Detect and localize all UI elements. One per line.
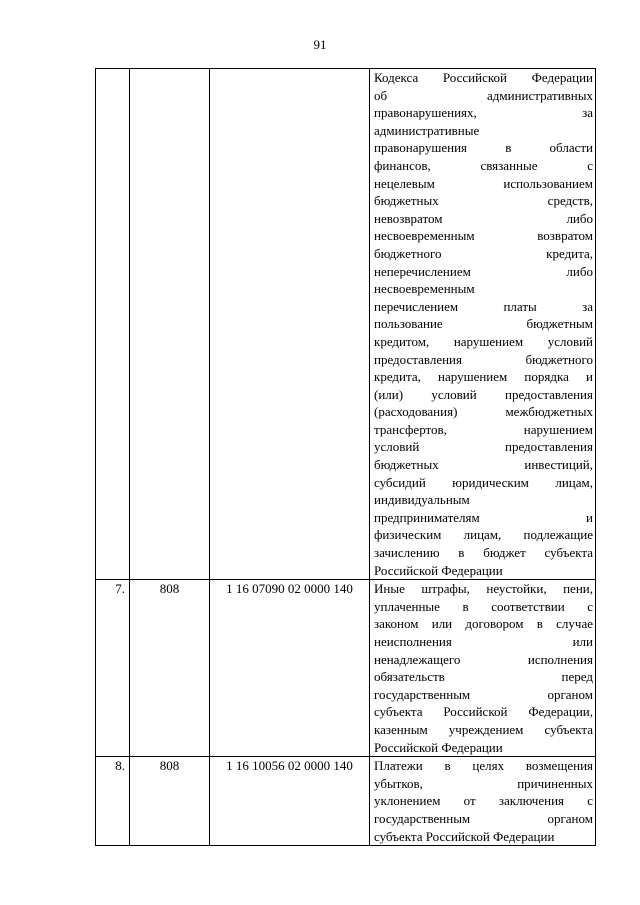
description-line: перечислением платы за — [374, 298, 593, 314]
table-row — [96, 757, 596, 846]
income-description-cell — [370, 757, 596, 846]
table-row — [96, 580, 596, 757]
budget-classification-code-cell: 1 16 10056 02 0000 140 — [210, 757, 370, 846]
budget-codes-table — [95, 68, 596, 846]
description-line: об административных — [374, 87, 593, 103]
description-line: законом или договором в случае — [374, 616, 593, 632]
description-line: административные — [374, 122, 480, 138]
description-line: бюджетного кредита, — [374, 245, 593, 261]
description-line: ненадлежащего исполнения — [374, 651, 593, 667]
description-line: Российской Федерации — [374, 739, 503, 755]
page-number: 91 — [313, 37, 327, 52]
description-line: (расходования) межбюджетных — [374, 404, 593, 420]
description-line: кредита, нарушением порядка и — [374, 369, 593, 385]
row-number-cell: 8. — [96, 757, 130, 846]
description-line: зачислению в бюджет субъекта — [374, 545, 593, 561]
description-line: правонарушениях, за — [374, 105, 593, 121]
description-line: предпринимателям и — [374, 509, 593, 525]
description-line: (или) условий предоставления — [374, 386, 593, 402]
description-line: субъекта Российской Федерации, — [374, 704, 593, 720]
description-line: финансов, связанные с — [374, 157, 593, 173]
description-line: казенным учреждением субъекта — [374, 721, 593, 737]
description-line: несвоевременным возвратом — [374, 228, 593, 244]
description-line: убытков, причиненных — [374, 775, 593, 791]
description-line: нецелевым использованием — [374, 175, 593, 191]
budget-classification-code-cell — [210, 69, 370, 580]
description-line: кредитом, нарушением условий — [374, 333, 593, 349]
description-line: уклонением от заключения с — [374, 793, 593, 809]
budget-classification-code-cell: 1 16 07090 02 0000 140 — [210, 580, 370, 757]
row-number-cell: 7. — [96, 580, 130, 757]
description-line: правонарушения в области — [374, 140, 593, 156]
description-line: государственным органом — [374, 810, 593, 826]
description-line: Российской Федерации — [374, 562, 503, 578]
description-line: трансфертов, нарушением — [374, 421, 593, 437]
row-number-cell — [96, 69, 130, 580]
description-line: Платежи в целях возмещения — [374, 758, 593, 774]
income-description-cell — [370, 69, 596, 580]
description-line: неперечислением либо — [374, 263, 593, 279]
description-line: пользование бюджетным — [374, 316, 593, 332]
description-line: уплаченные в соответствии с — [374, 598, 593, 614]
description-line: физическим лицам, подлежащие — [374, 527, 593, 543]
description-line: предоставления бюджетного — [374, 351, 593, 367]
description-line: обязательств перед — [374, 669, 593, 685]
description-line: невозвратом либо — [374, 210, 593, 226]
admin-code-cell: 808 — [130, 580, 210, 757]
description-line: индивидуальным — [374, 492, 470, 508]
table-row — [96, 69, 596, 580]
admin-code-cell — [130, 69, 210, 580]
description-line: субъекта Российской Федерации — [374, 828, 555, 844]
description-line: несвоевременным — [374, 281, 475, 297]
description-line: Кодекса Российской Федерации — [374, 70, 593, 85]
description-line: Иные штрафы, неустойки, пени, — [374, 581, 593, 597]
description-line: неисполнения или — [374, 634, 593, 649]
income-description-cell — [370, 580, 596, 757]
description-line: субсидий юридическим лицам, — [374, 474, 593, 490]
description-line: условий предоставления — [374, 439, 593, 455]
description-line: государственным органом — [374, 686, 593, 702]
admin-code-cell: 808 — [130, 757, 210, 846]
description-line: бюджетных инвестиций, — [374, 457, 593, 473]
description-line: бюджетных средств, — [374, 193, 593, 209]
